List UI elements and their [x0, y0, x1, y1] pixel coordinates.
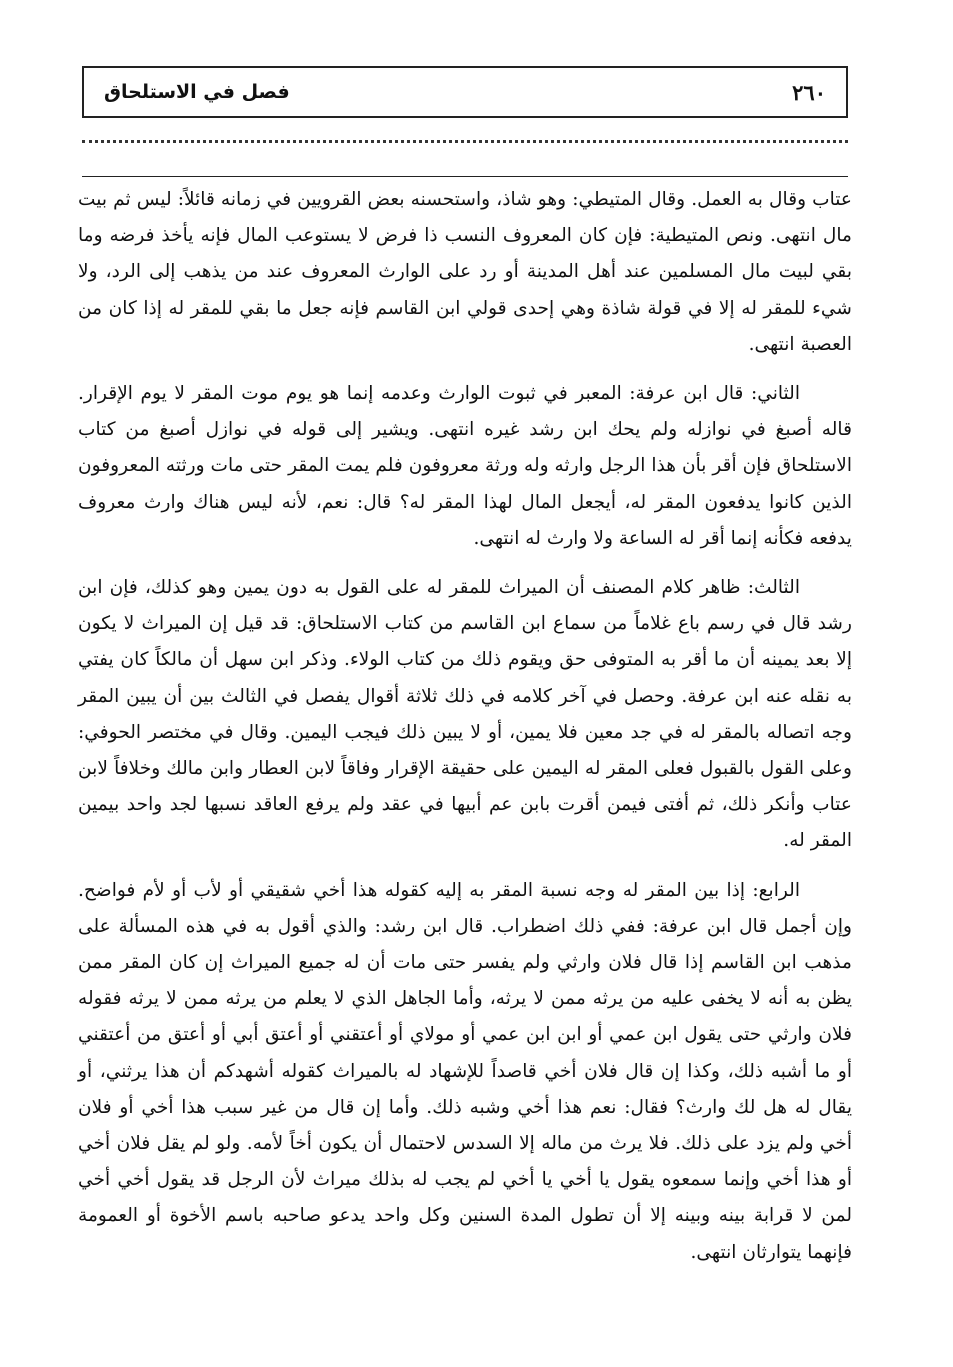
running-header [82, 66, 848, 118]
solid-divider [82, 176, 848, 177]
paragraph-continuation: عتاب وقال به العمل. وقال المتيطي: وهو شاذ، واستحسنه بعض القرويين في زمانه قائلاً: ليس ثم بيت مال انتهى. ونص المتيطية: فإن كان المعروف النسب ذا فرض لا يستوعب المال فإنه يأخذ فرضه وما بقي لبيت مال المسلمين عند أهل المدينة أو رد على الوارث المعروف عند من يذهب إلى الرد، ولا شيء للمقر له إلا في قولة شاذة وهي إحدى قولي ابن القاسم فإنه جعل ما بقي للمقر له إذا كان من العصبة انتهى. [78, 189, 852, 355]
page-number: ٢٦٠ [792, 79, 826, 105]
dotted-divider [82, 140, 848, 143]
paragraph-fourth: الرابع: إذا بين المقر له وجه نسبة المقر به إليه كقوله هذا أخي شقيقي أو لأب أو لأم فواضح. وإن أجمل قال ابن عرفة: ففي ذلك اضطراب. قال ابن رشد: والذي أقول به في هذه المسألة على مذهب ابن القاسم إذا قال فلان وارثي ولم يفسر حتى مات أن له جميع الميراث إن كان المقر ممن يظن به أنه لا يخفى عليه من يرثه ممن لا يرثه، وأما الجاهل الذي لا يعلم من يرثه ممن لا يرثه فقوله فلان وارثي حتى يقول ابن عمي أو ابن ابن عمي أو مولاي أو أعتقني أو أعتق أبي أو أعتق من أعتقني أو ما أشبه ذلك، وكذا إن قال فلان أخي قاصداً للإشهاد له بالميراث كقوله أشهدكم أن هذا يرثني، أو يقال له هل لك وارث؟ فقال: نعم هذا أخي وشبه ذلك. وأما إن قال من غير سبب هذا أخي أو فلان أخي ولم يزد على ذلك. فلا يرث من ماله إلا السدس لاحتمال أن يكون أخاً لأمه. ولو لم يقل فلان أخي أو هذا أخي وإنما سمعوه يقول يا أخي يا أخي لم يجب له بذلك ميراث لأن الرجل قد يقول أخي أخي لمن لا قرابة بينه وبينه إلا أن تطول المدة السنين وكل واحد يدعو صاحبه باسم الأخوة أو العمومة فإنهما يتوارثان انتهى. [78, 879, 852, 1263]
chapter-title: فصل في الاستلحاق [104, 81, 290, 103]
paragraph-third: الثالث: ظاهر كلام المصنف أن الميراث للمقر له على القول به دون يمين وهو كذلك، فإن ابن رشد قال في رسم باع غلاماً من سماع ابن القاسم من كتاب الاستلحاق: قد قيل إن الميراث لا يكون إلا بعد يمينه أن ما أقر به المتوفى حق ويقوم ذلك من كتاب الولاء. وذكر ابن سهل أن مالكاً كان يفتي به نقله عنه ابن عرفة. وحصل في آخر كلامه في ذلك ثلاثة أقوال يفصل في الثالث بين أن يبين المقر وجه اتصاله بالمقر له في جد معين فلا يمين، أو لا يبين ذلك فيجب اليمين. وقال في مختصر الحوفي: وعلى القول بالقبول فعلى المقر له اليمين على حقيقة الإقرار وفاقاً لابن العطار وابن مالك وخلافاً لابن عتاب وأنكر ذلك، ثم أفتى فيمن أقرت بابن عم أبيها في عقد ولم يرفع العاقد نسبها لجد واحد بيمين المقر له. [78, 577, 852, 852]
paragraph-second: الثاني: قال ابن عرفة: المعبر في ثبوت الوارث وعدمه إنما هو يوم موت المقر لا يوم الإقرار. قاله أصبغ في نوازله ولم يحك ابن رشد غيره انتهى. ويشير إلى قوله في نوازل أصبغ من كتاب الاستلحاق فإن أقر بأن هذا الرجل وارثه وله ورثة معروفون فلم يمت المقر حتى مات ورثته المعروفون الذين كانوا يدفعون المقر له، أيجعل المال لهذا المقر له؟ قال: نعم، لأنه ليس هناك وارث معروف يدفعه فكأنه إنما أقر له الساعة ولا وارث له انتهى. [78, 383, 852, 549]
body-text [78, 182, 852, 1284]
